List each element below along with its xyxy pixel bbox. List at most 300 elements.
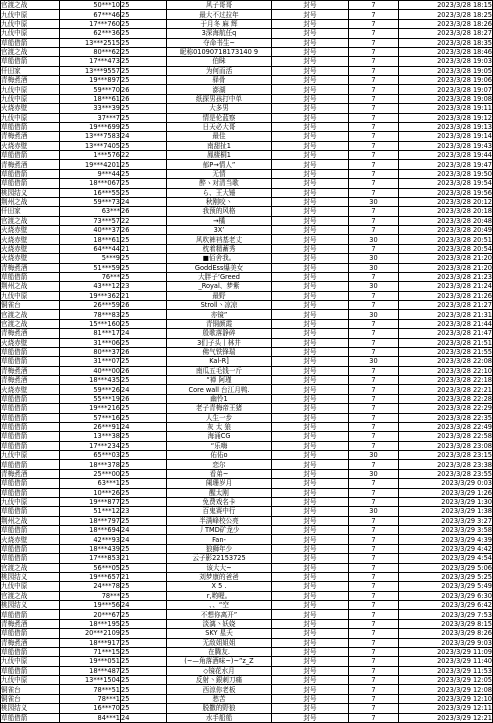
date-cell: 2023/3/28 21:20 bbox=[399, 263, 493, 272]
table-row bbox=[1, 29, 493, 38]
table-row bbox=[1, 179, 493, 188]
days-cell: 7 bbox=[349, 141, 399, 150]
nickname-cell: 我预的风格 bbox=[167, 207, 272, 216]
action-cell: 封号 bbox=[272, 207, 349, 216]
account-cell: 59***26 bbox=[60, 385, 121, 394]
days-cell: 7 bbox=[349, 516, 399, 525]
action-cell: 封号 bbox=[272, 441, 349, 450]
nickname-cell: 人生一步 bbox=[167, 413, 272, 422]
nickname-cell: ら、王大锤 bbox=[167, 188, 272, 197]
days-cell: 7 bbox=[349, 29, 399, 38]
date-cell: 2023/3/29 9:03 bbox=[399, 638, 493, 647]
table-row bbox=[1, 563, 493, 572]
nickname-cell: 恋尔 bbox=[167, 460, 272, 469]
table-row bbox=[1, 38, 493, 47]
level-cell: 24 bbox=[121, 422, 167, 431]
level-cell: 24 bbox=[121, 197, 167, 206]
days-cell: 7 bbox=[349, 694, 399, 703]
table-row bbox=[1, 469, 493, 478]
account-cell: 59***70 bbox=[60, 85, 121, 94]
account-cell: 18***067 bbox=[60, 179, 121, 188]
ban-list-rows bbox=[1, 1, 493, 723]
nickname-cell: 亦镜” bbox=[167, 310, 272, 319]
days-cell: 7 bbox=[349, 366, 399, 375]
level-cell: 21 bbox=[121, 554, 167, 563]
action-cell: 封号 bbox=[272, 488, 349, 497]
days-cell: 7 bbox=[349, 460, 399, 469]
nickname-cell: 海涌CG bbox=[167, 432, 272, 441]
days-cell: 7 bbox=[349, 685, 399, 694]
action-cell: 封号 bbox=[272, 104, 349, 113]
table-row bbox=[1, 404, 493, 413]
level-cell: 25 bbox=[121, 676, 167, 685]
nickname-cell: 云子影22153725 bbox=[167, 554, 272, 563]
account-cell: 84***1 bbox=[60, 713, 121, 722]
action-cell: 封号 bbox=[272, 76, 349, 85]
level-cell: 25 bbox=[121, 47, 167, 56]
date-cell: 2023/3/28 21:24 bbox=[399, 282, 493, 291]
account-cell: 13***7583 bbox=[60, 132, 121, 141]
table-row bbox=[1, 254, 493, 263]
account-cell: 24***78 bbox=[60, 582, 121, 591]
server-cell: 草船借箭 bbox=[1, 57, 60, 66]
level-cell: 25 bbox=[121, 76, 167, 85]
level-cell: 25 bbox=[121, 619, 167, 628]
table-row bbox=[1, 47, 493, 56]
server-cell: 九伐中原 bbox=[1, 10, 60, 19]
table-row bbox=[1, 385, 493, 394]
server-cell: 草船借箭 bbox=[1, 38, 60, 47]
days-cell: 7 bbox=[349, 122, 399, 131]
table-row bbox=[1, 422, 493, 431]
server-cell: 火烧赤壁 bbox=[1, 235, 60, 244]
account-cell: 19***56 bbox=[60, 601, 121, 610]
level-cell: 25 bbox=[121, 704, 167, 713]
account-cell: 63*** bbox=[60, 207, 121, 216]
date-cell: 2023/3/29 5:25 bbox=[399, 572, 493, 581]
server-cell: 官渡之战 bbox=[1, 47, 60, 56]
table-row bbox=[1, 629, 493, 638]
action-cell: 封号 bbox=[272, 610, 349, 619]
date-cell: 2023/3/28 22:35 bbox=[399, 413, 493, 422]
days-cell: 7 bbox=[349, 422, 399, 431]
server-cell: 火烧赤壁 bbox=[1, 338, 60, 347]
date-cell: 2023/3/28 19:14 bbox=[399, 132, 493, 141]
server-cell: 青梅煮酒 bbox=[1, 132, 60, 141]
nickname-cell: 风吹裤裆基老丈 bbox=[167, 235, 272, 244]
account-cell: 59***73 bbox=[60, 197, 121, 206]
server-cell: 火烧赤壁 bbox=[1, 104, 60, 113]
account-cell: 16***70 bbox=[60, 704, 121, 713]
date-cell: 2023/3/28 21:47 bbox=[399, 329, 493, 338]
account-cell: 18***61 bbox=[60, 94, 121, 103]
level-cell: 26 bbox=[121, 394, 167, 403]
action-cell: 封号 bbox=[272, 282, 349, 291]
level-cell: 25 bbox=[121, 591, 167, 600]
table-row bbox=[1, 151, 493, 160]
action-cell: 封号 bbox=[272, 197, 349, 206]
table-row bbox=[1, 479, 493, 488]
date-cell: 2023/3/28 22:10 bbox=[399, 366, 493, 375]
action-cell: 封号 bbox=[272, 179, 349, 188]
level-cell: 25 bbox=[121, 563, 167, 572]
action-cell: 封号 bbox=[272, 582, 349, 591]
table-row bbox=[1, 263, 493, 272]
table-row bbox=[1, 226, 493, 235]
server-cell: 草船借箭 bbox=[1, 544, 60, 553]
table-row bbox=[1, 582, 493, 591]
date-cell: 2023/3/29 11:09 bbox=[399, 647, 493, 656]
server-cell: 桃园结义 bbox=[1, 704, 60, 713]
nickname-cell: 为何而活 bbox=[167, 66, 272, 75]
action-cell: 封号 bbox=[272, 169, 349, 178]
level-cell: 23 bbox=[121, 282, 167, 291]
table-row bbox=[1, 85, 493, 94]
server-cell: 青梅煮酒 bbox=[1, 160, 60, 169]
account-cell: 55***19 bbox=[60, 394, 121, 403]
date-cell: 2023/3/28 21:44 bbox=[399, 319, 493, 328]
level-cell: 22 bbox=[121, 216, 167, 225]
server-cell: 青梅煮酒 bbox=[1, 469, 60, 478]
action-cell: 封号 bbox=[272, 38, 349, 47]
server-cell: 草船借箭 bbox=[1, 488, 60, 497]
level-cell: 26 bbox=[121, 207, 167, 216]
table-row bbox=[1, 141, 493, 150]
server-cell: 荆州之战 bbox=[1, 516, 60, 525]
date-cell: 2023/3/29 12:21 bbox=[399, 713, 493, 722]
level-cell: 25 bbox=[121, 169, 167, 178]
action-cell: 封号 bbox=[272, 347, 349, 356]
date-cell: 2023/3/28 20:49 bbox=[399, 226, 493, 235]
account-cell: 62***36 bbox=[60, 29, 121, 38]
nickname-cell: 、、“空 bbox=[167, 601, 272, 610]
nickname-cell: 脱撒的野狼 bbox=[167, 704, 272, 713]
date-cell: 2023/3/29 8:26 bbox=[399, 629, 493, 638]
nickname-cell: 反射丶銀刺刀痛 bbox=[167, 676, 272, 685]
date-cell: 2023/3/29 1:38 bbox=[399, 507, 493, 516]
action-cell: 封号 bbox=[272, 19, 349, 28]
level-cell: 24 bbox=[121, 713, 167, 722]
nickname-cell: 老子青梅帝王猪 bbox=[167, 404, 272, 413]
nickname-cell: 纸探男孩打中单 bbox=[167, 94, 272, 103]
days-cell: 7 bbox=[349, 479, 399, 488]
nickname-cell: 秋刚咬丶 bbox=[167, 197, 272, 206]
days-cell: 7 bbox=[349, 272, 399, 281]
action-cell: 封号 bbox=[272, 254, 349, 263]
level-cell: 24 bbox=[121, 601, 167, 610]
days-cell: 30 bbox=[349, 254, 399, 263]
action-cell: 封号 bbox=[272, 47, 349, 56]
account-cell: 19***897 bbox=[60, 76, 121, 85]
days-cell: 7 bbox=[349, 647, 399, 656]
server-cell: 青梅煮酒 bbox=[1, 366, 60, 375]
table-row bbox=[1, 676, 493, 685]
server-cell: 火烧赤壁 bbox=[1, 535, 60, 544]
server-cell: 草船借箭 bbox=[1, 713, 60, 722]
nickname-cell: 灰 太 狼 bbox=[167, 422, 272, 431]
account-cell: 19***216 bbox=[60, 404, 121, 413]
level-cell: 25 bbox=[121, 104, 167, 113]
days-cell: 7 bbox=[349, 291, 399, 300]
action-cell: 封号 bbox=[272, 572, 349, 581]
server-cell: 仟田家 bbox=[1, 207, 60, 216]
date-cell: 2023/3/29 1:30 bbox=[399, 497, 493, 506]
level-cell: 25 bbox=[121, 310, 167, 319]
level-cell: 25 bbox=[121, 694, 167, 703]
days-cell: 7 bbox=[349, 601, 399, 610]
account-cell: 17***760 bbox=[60, 19, 121, 28]
action-cell: 封号 bbox=[272, 629, 349, 638]
action-cell: 封号 bbox=[272, 141, 349, 150]
table-row bbox=[1, 694, 493, 703]
server-cell: 草船借箭 bbox=[1, 441, 60, 450]
table-row bbox=[1, 347, 493, 356]
account-cell: 37***7 bbox=[60, 113, 121, 122]
action-cell: 封号 bbox=[272, 338, 349, 347]
days-cell: 7 bbox=[349, 66, 399, 75]
account-cell: 63***1 bbox=[60, 479, 121, 488]
date-cell: 2023/3/28 22:58 bbox=[399, 432, 493, 441]
nickname-cell: 不想你离开” bbox=[167, 610, 272, 619]
account-cell: 81***17 bbox=[60, 329, 121, 338]
nickname-cell: SKY 星夭 bbox=[167, 629, 272, 638]
date-cell: 2023/3/28 21:31 bbox=[399, 310, 493, 319]
table-row bbox=[1, 272, 493, 281]
date-cell: 2023/3/28 19:12 bbox=[399, 113, 493, 122]
days-cell: 30 bbox=[349, 357, 399, 366]
account-cell: 13***2515 bbox=[60, 38, 121, 47]
table-row bbox=[1, 132, 493, 141]
action-cell: 封号 bbox=[272, 694, 349, 703]
table-row bbox=[1, 310, 493, 319]
date-cell: 2023/3/28 18:46 bbox=[399, 47, 493, 56]
level-cell: 25 bbox=[121, 1, 167, 10]
server-cell: 青梅煮酒 bbox=[1, 619, 60, 628]
table-row bbox=[1, 535, 493, 544]
nickname-cell: Kal-R] bbox=[167, 357, 272, 366]
nickname-cell: 大胖子‘Greed bbox=[167, 272, 272, 281]
level-cell: 25 bbox=[121, 638, 167, 647]
date-cell: 2023/3/28 19:06 bbox=[399, 76, 493, 85]
date-cell: 2023/3/29 5:49 bbox=[399, 582, 493, 591]
account-cell: 51***59 bbox=[60, 263, 121, 272]
account-cell: 20***67 bbox=[60, 610, 121, 619]
server-cell: 九伐中原 bbox=[1, 676, 60, 685]
server-cell: 铜雀台 bbox=[1, 694, 60, 703]
days-cell: 7 bbox=[349, 301, 399, 310]
days-cell: 7 bbox=[349, 207, 399, 216]
level-cell: 25 bbox=[121, 451, 167, 460]
server-cell: 草船借箭 bbox=[1, 413, 60, 422]
level-cell: 25 bbox=[121, 497, 167, 506]
level-cell: 26 bbox=[121, 226, 167, 235]
level-cell: 25 bbox=[121, 38, 167, 47]
table-row bbox=[1, 591, 493, 600]
nickname-cell: 在腾友. bbox=[167, 647, 272, 656]
table-row bbox=[1, 713, 493, 722]
days-cell: 7 bbox=[349, 329, 399, 338]
table-row bbox=[1, 413, 493, 422]
days-cell: 7 bbox=[349, 619, 399, 628]
days-cell: 30 bbox=[349, 197, 399, 206]
table-row bbox=[1, 610, 493, 619]
table-row bbox=[1, 207, 493, 216]
account-cell: 17***234 bbox=[60, 441, 121, 450]
days-cell: 7 bbox=[349, 338, 399, 347]
days-cell: 7 bbox=[349, 19, 399, 28]
nickname-cell: Stroll丶凉凉 bbox=[167, 301, 272, 310]
days-cell: 7 bbox=[349, 394, 399, 403]
server-cell: 草船借箭 bbox=[1, 169, 60, 178]
server-cell: 青梅煮酒 bbox=[1, 263, 60, 272]
level-cell: 24 bbox=[121, 526, 167, 535]
server-cell: 九伐中原 bbox=[1, 113, 60, 122]
date-cell: 2023/3/28 22:49 bbox=[399, 422, 493, 431]
account-cell: 18***195 bbox=[60, 619, 121, 628]
server-cell: 火烧赤壁 bbox=[1, 226, 60, 235]
action-cell: 封号 bbox=[272, 563, 349, 572]
level-cell: 25 bbox=[121, 357, 167, 366]
date-cell: 2023/3/29 3:27 bbox=[399, 516, 493, 525]
server-cell: 铜雀台 bbox=[1, 685, 60, 694]
table-row bbox=[1, 169, 493, 178]
action-cell: 封号 bbox=[272, 263, 349, 272]
server-cell: 草船借箭 bbox=[1, 526, 60, 535]
table-row bbox=[1, 432, 493, 441]
level-cell: 21 bbox=[121, 291, 167, 300]
action-cell: 封号 bbox=[272, 216, 349, 225]
account-cell: 73***57 bbox=[60, 216, 121, 225]
table-row bbox=[1, 188, 493, 197]
level-cell: 24 bbox=[121, 132, 167, 141]
account-cell: 78***83 bbox=[60, 310, 121, 319]
action-cell: 封号 bbox=[272, 404, 349, 413]
account-cell: 78***51 bbox=[60, 685, 121, 694]
action-cell: 封号 bbox=[272, 460, 349, 469]
action-cell: 封号 bbox=[272, 122, 349, 131]
action-cell: 封号 bbox=[272, 713, 349, 722]
level-cell: 25 bbox=[121, 29, 167, 38]
table-row bbox=[1, 76, 493, 85]
account-cell: 1***576 bbox=[60, 151, 121, 160]
days-cell: 7 bbox=[349, 244, 399, 253]
account-cell: 76*** bbox=[60, 272, 121, 281]
server-cell: 青梅煮酒 bbox=[1, 376, 60, 385]
account-cell: 71***15 bbox=[60, 647, 121, 656]
server-cell: 火烧赤壁 bbox=[1, 254, 60, 263]
days-cell: 7 bbox=[349, 385, 399, 394]
date-cell: 2023/3/28 22:08 bbox=[399, 357, 493, 366]
date-cell: 2023/3/28 23:55 bbox=[399, 469, 493, 478]
table-row bbox=[1, 685, 493, 694]
days-cell: 7 bbox=[349, 713, 399, 722]
level-cell: 25 bbox=[121, 141, 167, 150]
date-cell: 2023/3/29 6:30 bbox=[399, 591, 493, 600]
table-row bbox=[1, 10, 493, 19]
server-cell: 草船借箭 bbox=[1, 404, 60, 413]
action-cell: 封号 bbox=[272, 272, 349, 281]
nickname-cell: “乐嗨 bbox=[167, 441, 272, 450]
action-cell: 封号 bbox=[272, 94, 349, 103]
level-cell: 25 bbox=[121, 113, 167, 122]
account-cell: 31***06 bbox=[60, 338, 121, 347]
level-cell: 25 bbox=[121, 647, 167, 656]
level-cell: 26 bbox=[121, 366, 167, 375]
nickname-cell: “禅 阿瑾 bbox=[167, 376, 272, 385]
action-cell: 封号 bbox=[272, 413, 349, 422]
date-cell: 2023/3/29 11:53 bbox=[399, 666, 493, 675]
days-cell: 30 bbox=[349, 469, 399, 478]
nickname-cell: ■佰舍我。 bbox=[167, 254, 272, 263]
days-cell: 7 bbox=[349, 582, 399, 591]
account-cell: 17***473 bbox=[60, 57, 121, 66]
days-cell: 7 bbox=[349, 638, 399, 647]
table-row bbox=[1, 601, 493, 610]
nickname-cell: 3们子头丨林井 bbox=[167, 338, 272, 347]
level-cell: 25 bbox=[121, 57, 167, 66]
table-row bbox=[1, 619, 493, 628]
level-cell: 25 bbox=[121, 160, 167, 169]
nickname-cell: 刘梦康的爸爸 bbox=[167, 572, 272, 581]
date-cell: 2023/3/29 12:08 bbox=[399, 685, 493, 694]
level-cell: 25 bbox=[121, 66, 167, 75]
server-cell: 草船借箭 bbox=[1, 460, 60, 469]
account-cell: 18***439 bbox=[60, 544, 121, 553]
table-row bbox=[1, 57, 493, 66]
level-cell: 21 bbox=[121, 244, 167, 253]
days-cell: 7 bbox=[349, 535, 399, 544]
server-cell: 官渡之战 bbox=[1, 1, 60, 10]
days-cell: 30 bbox=[349, 263, 399, 272]
table-row bbox=[1, 160, 493, 169]
account-cell: 19***4201 bbox=[60, 160, 121, 169]
level-cell: 25 bbox=[121, 666, 167, 675]
nickname-cell: 澎湖 bbox=[167, 85, 272, 94]
days-cell: 7 bbox=[349, 85, 399, 94]
level-cell: 25 bbox=[121, 413, 167, 422]
nickname-cell: 南甜扯1 bbox=[167, 141, 272, 150]
action-cell: 封号 bbox=[272, 535, 349, 544]
action-cell: 封号 bbox=[272, 244, 349, 253]
days-cell: 7 bbox=[349, 657, 399, 666]
table-row bbox=[1, 357, 493, 366]
server-cell: 铜雀台 bbox=[1, 301, 60, 310]
days-cell: 7 bbox=[349, 497, 399, 506]
table-row bbox=[1, 704, 493, 713]
days-cell: 7 bbox=[349, 38, 399, 47]
nickname-cell: 无情 bbox=[167, 169, 272, 178]
account-cell: 50***10 bbox=[60, 1, 121, 10]
date-cell: 2023/3/28 18:27 bbox=[399, 29, 493, 38]
table-row bbox=[1, 451, 493, 460]
account-cell: 20***2109 bbox=[60, 629, 121, 638]
nickname-cell: 该大大~ bbox=[167, 563, 272, 572]
table-row bbox=[1, 394, 493, 403]
table-row bbox=[1, 666, 493, 675]
table-row bbox=[1, 319, 493, 328]
action-cell: 封号 bbox=[272, 1, 349, 10]
date-cell: 2023/3/28 22:28 bbox=[399, 394, 493, 403]
server-cell: 官渡之战 bbox=[1, 310, 60, 319]
account-cell: 31***07 bbox=[60, 357, 121, 366]
account-cell: 18***797 bbox=[60, 516, 121, 525]
date-cell: 2023/3/28 22:21 bbox=[399, 385, 493, 394]
account-cell: 56***05 bbox=[60, 563, 121, 572]
days-cell: 7 bbox=[349, 216, 399, 225]
server-cell: 草船借箭 bbox=[1, 347, 60, 356]
level-cell: 25 bbox=[121, 188, 167, 197]
days-cell: 30 bbox=[349, 451, 399, 460]
